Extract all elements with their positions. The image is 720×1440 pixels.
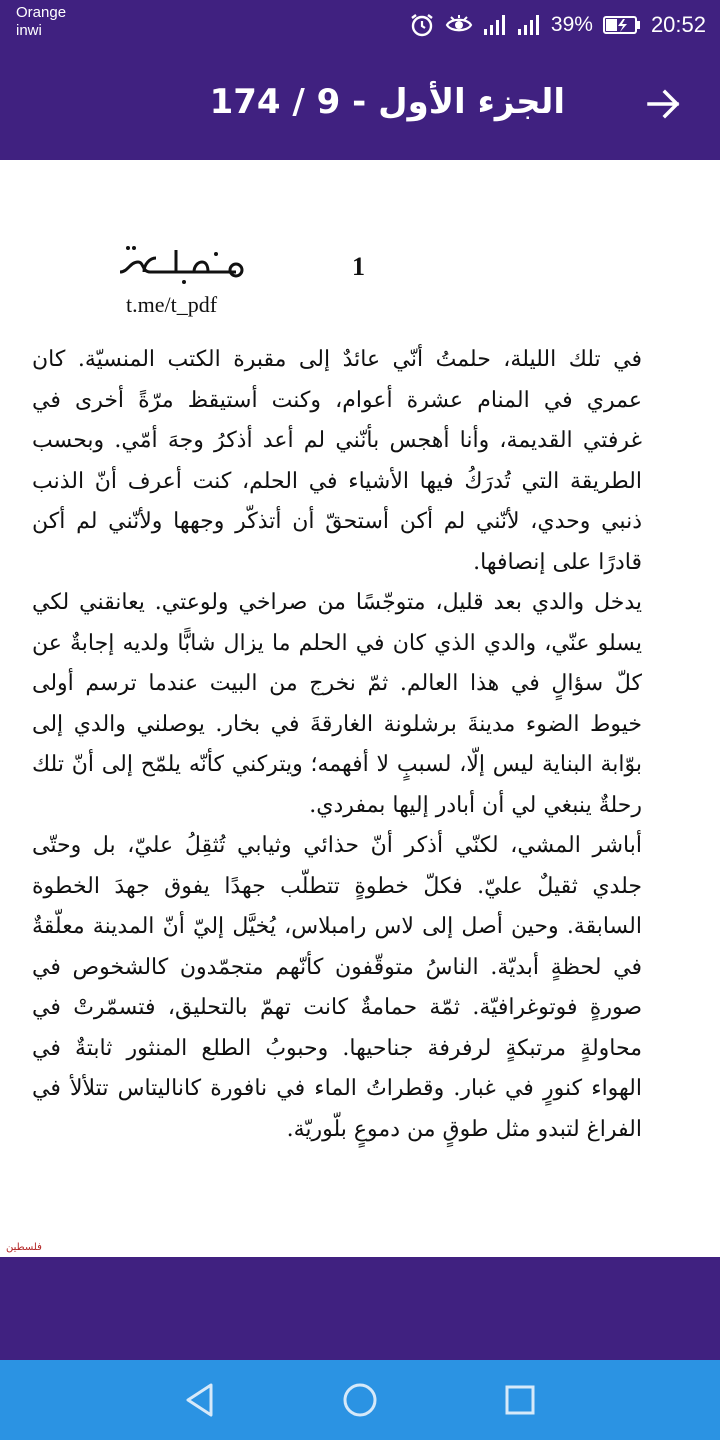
paragraph: في تلك الليلة، حلمتُ أنّي عائدٌ إلى مقبرة الكتب المنسيّة. كان عمري في المنام عشرة أعوام، وكنت أستيقظ مرّةً أخرى في غرفتي القديمة، وأنا أهجس بأنّني لم أعد أذكرُ وجهَ أمّي. وبحسب الطريقة التي تُدرَكُ فيها الأشياء في الحلم، كنت أعرف أنّ الذنب ذنبي وحدي، لأنّني لم أكن أستحقّ أن أتذكّر وجهها ولأنّني لم أكن قادرًا على إنصافها.	[32, 347, 642, 575]
chapter-number: 1	[352, 252, 365, 281]
carrier-name: Orange	[16, 4, 67, 21]
logo-calligraphy	[114, 232, 254, 290]
page-title: الجزء الأول - 9 / 174	[209, 82, 565, 122]
logo-link: t.me/t_pdf	[126, 292, 218, 317]
back-button[interactable]	[178, 1380, 222, 1420]
document-page[interactable]	[0, 160, 720, 1257]
chapter-text	[32, 340, 642, 1150]
carrier-secondary: inwi	[16, 22, 42, 39]
recents-square-icon	[504, 1384, 536, 1416]
eye-icon	[445, 14, 473, 36]
status-icons	[409, 10, 706, 40]
bottom-toolbar	[0, 1257, 720, 1360]
arrow-right-icon	[647, 89, 681, 119]
alarm-icon	[409, 12, 435, 38]
paragraph: أباشر المشي، لكنّي أذكر أنّ حذائي وثيابي تُثقِلُ عليّ، بل وحتّى جلدي ثقيلٌ عليّ. فكلّ خطوةٍ تتطلّب جهدًا يفوق جهدَ الخطوة السابقة. وحين أصل إلى لاس رامبلاس، يُخيَّل إليّ أنّ المدينة معلّقةٌ في لحظةٍ أبديّة. الناسُ متوقّفون كأنّهم متجمّدون كالشخوص في صورةٍ فوتوغرافيّة. ثمّة حمامةٌ كانت تهمّ بالتحليق، فتسمّرتْ في محاولةٍ مرتبكةٍ لرفرفة جناحيها. وحبوبُ الطلع المنثور ثابتةٌ في الهواء كنورٍ في غبار. وقطراتُ الماء في نافورة كاناليتاس تتلألأ في الفراغ لتبدو مثل طوقٍ من دموعٍ بلّوريّة.	[32, 833, 642, 1142]
corner-stamp: فلسطين	[6, 1242, 42, 1253]
navigation-bar	[0, 1360, 720, 1440]
carrier-info	[16, 4, 66, 40]
clock: 20:52	[650, 12, 706, 37]
paragraph: يدخل والدي بعد قليل، متوجّسًا من صراخي ولوعتي. يعانقني لكي يسلو عنّي، والدي الذي كان في الحلم ما يزال شابًّا ولديه إجابةٌ عن كلّ سؤالٍ في هذا العالم. ثمّ نخرج من البيت عندما ترسم أولى خيوط الضوء مدينةَ برشلونة الغارقةَ في بخار. يوصلني والدي إلى بوّابة البناية ليس إلّا، لسببٍ لا أفهمه؛ ويتركني كأنّه يلمّح إلى أنّ تلك رحلةٌ ينبغي لي أن أبادر إليها بمفردي.	[32, 590, 642, 818]
home-circle-icon	[342, 1382, 378, 1418]
signal-icon	[483, 14, 507, 36]
next-page-button[interactable]	[640, 84, 688, 124]
library-logo	[96, 232, 256, 322]
back-triangle-icon	[183, 1382, 217, 1418]
home-button[interactable]	[338, 1380, 382, 1420]
app-bar	[0, 48, 720, 160]
battery-charging-icon	[603, 15, 641, 35]
status-bar	[0, 0, 720, 48]
signal-icon	[517, 14, 541, 36]
recents-button[interactable]	[498, 1380, 542, 1420]
battery-percent: 39%	[550, 13, 593, 36]
